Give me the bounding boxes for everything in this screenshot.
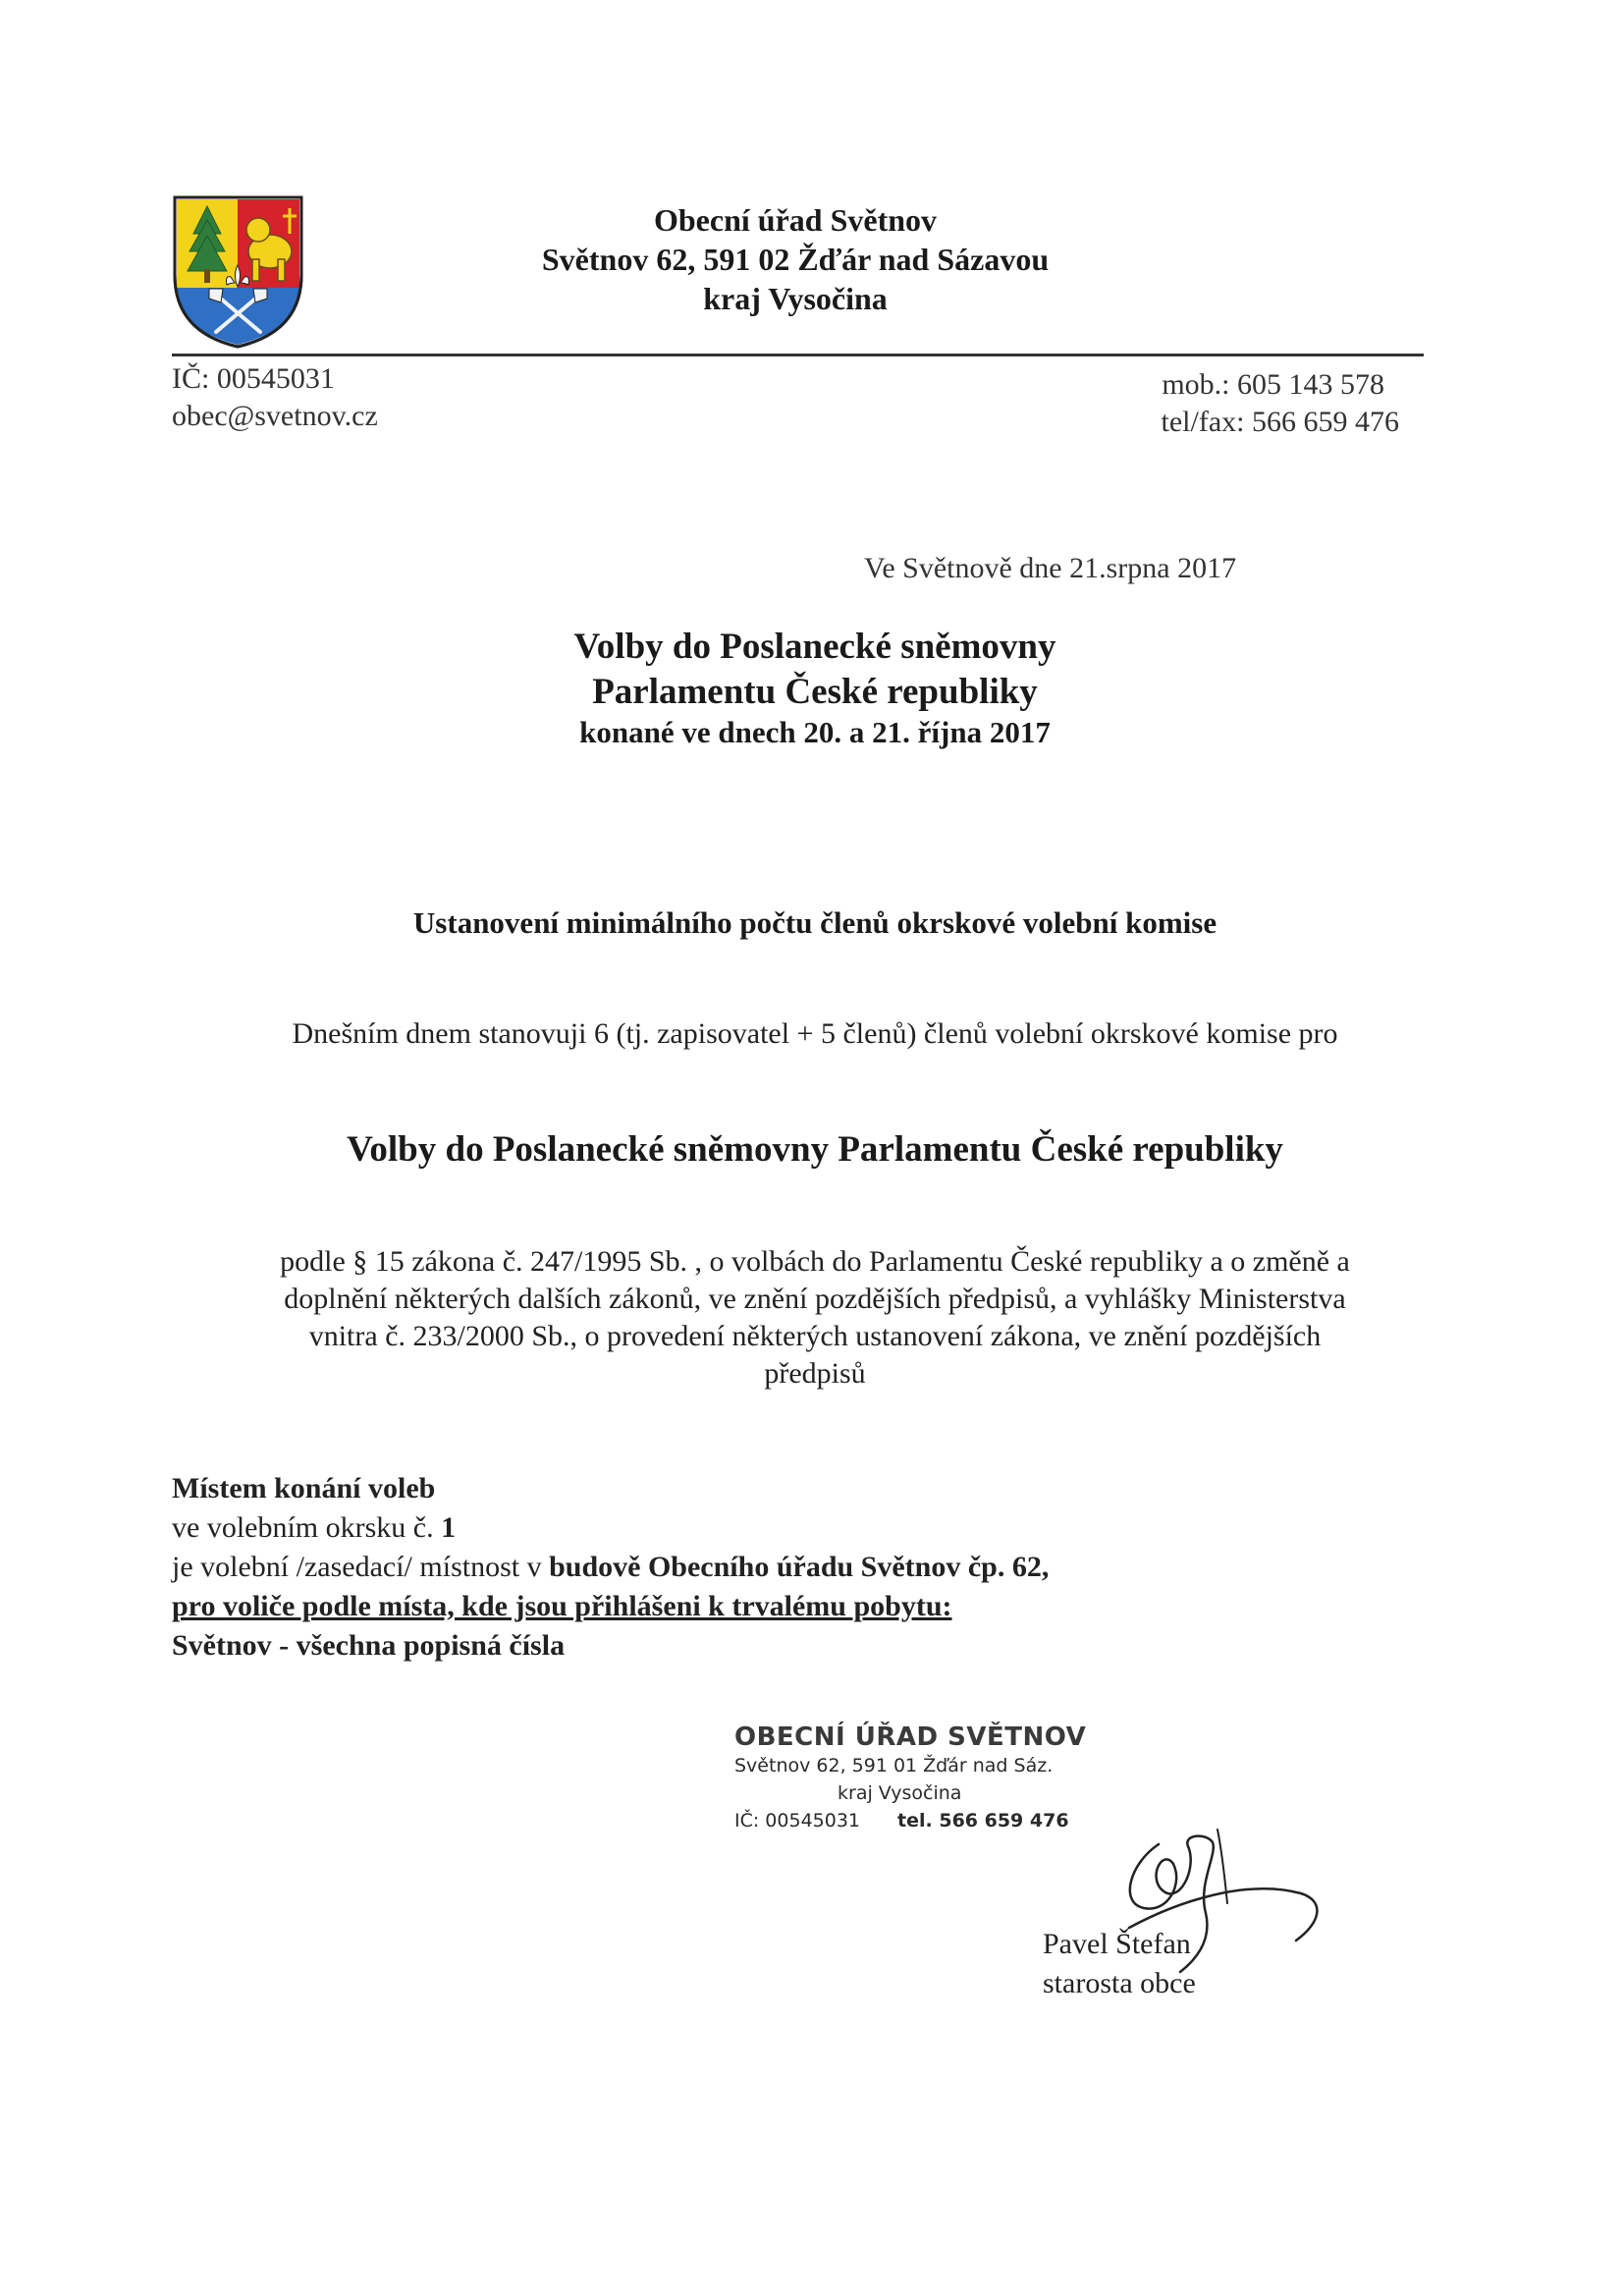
room-prefix: je volební /zasedací/ místnost v xyxy=(172,1551,550,1583)
legal-paragraph xyxy=(147,1243,1483,1393)
coat-of-arms-logo xyxy=(172,194,304,350)
legal-line-2: doplnění některých dalších zákonů, ve znění pozdějších předpisů, a vyhlášky Ministerstva xyxy=(284,1283,1346,1315)
title-line-1: Volby do Poslanecké sněmovny xyxy=(573,627,1056,667)
stamp-ic: IČ: 00545031 xyxy=(734,1810,861,1831)
header-divider xyxy=(172,354,1424,356)
signature-block xyxy=(1043,1925,1196,2003)
stamp-tel: tel. 566 659 476 xyxy=(897,1810,1069,1831)
statement-text: Dnešním dnem stanovuji 6 (tj. zapisovatel + 5 členů) členů volební okrskové komise pro xyxy=(292,1017,1338,1050)
stamp-contacts xyxy=(734,1807,1147,1834)
location-heading: Místem konání voleb xyxy=(172,1472,436,1504)
email-address: obec@svetnov.cz xyxy=(172,400,378,432)
legal-line-1: podle § 15 zákona č. 247/1995 Sb. , o volbách do Parlamentu České republiky a o změně a xyxy=(280,1245,1350,1278)
stamp-region: kraj Vysočina xyxy=(838,1782,962,1804)
title-line-2: Parlamentu České republiky xyxy=(592,672,1038,712)
room-line xyxy=(172,1548,1448,1587)
legal-line-4: předpisů xyxy=(764,1357,866,1390)
legal-line-3: vnitra č. 233/2000 Sb., o provedení některých ustanovení zákona, ve znění pozdějších xyxy=(308,1320,1322,1352)
addresses-line: Světnov - všechna popisná čísla xyxy=(172,1629,566,1662)
stamp-title: OBECNÍ ÚŘAD SVĚTNOV xyxy=(734,1722,1087,1752)
room-building: budově Obecního úřadu Světnov čp. 62, xyxy=(549,1551,1050,1583)
tel-fax-number: tel/fax: 566 659 476 xyxy=(1161,406,1399,438)
office-region: kraj Vysočina xyxy=(703,281,888,316)
title-line-3: konané ve dnech 20. a 21. října 2017 xyxy=(579,715,1051,749)
voters-note: pro voliče podle místa, kde jsou přihlášeni k trvalému pobytu: xyxy=(172,1590,952,1622)
document-date: Ve Světnově dne 21.srpna 2017 xyxy=(864,552,1237,584)
section-heading: Ustanovení minimálního počtu členů okrskové volební komise xyxy=(412,905,1217,940)
district-prefix: ve volebním okrsku č. xyxy=(172,1511,442,1544)
district-number: 1 xyxy=(441,1511,457,1544)
location-block xyxy=(172,1469,1448,1666)
signatory-name: Pavel Štefan xyxy=(1043,1928,1191,1960)
district-line xyxy=(172,1508,1448,1548)
signatory-role: starosta obce xyxy=(1043,1967,1196,1999)
official-stamp xyxy=(734,1722,1147,1834)
office-address: Světnov 62, 591 02 Žďár nad Sázavou xyxy=(541,242,1050,277)
mobile-number: mob.: 605 143 578 xyxy=(1162,368,1384,401)
office-name: Obecní úřad Světnov xyxy=(653,202,938,238)
ic-number: IČ: 00545031 xyxy=(172,362,335,395)
stamp-address: Světnov 62, 591 01 Žďár nad Sáz. xyxy=(734,1755,1054,1777)
election-name: Volby do Poslanecké sněmovny Parlamentu České republiky xyxy=(347,1129,1283,1170)
